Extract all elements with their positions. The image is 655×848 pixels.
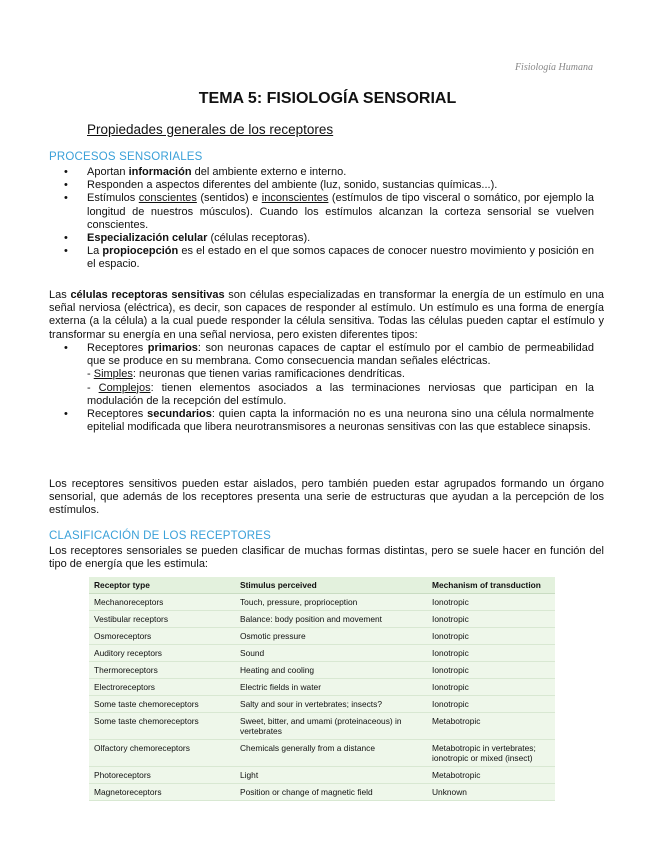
- table-row: Some taste chemoreceptors Salty and sour in vertebrates; insects? Ionotropic: [89, 696, 555, 713]
- table-row: Vestibular receptors Balance: body position and movement Ionotropic: [89, 611, 555, 628]
- list-item: • Receptores primarios: son neuronas capaces de captar el estímulo por el cambio de permeabilidad que se produce en su membrana. Como consecuencia mandan señales eléctricas. - Simples: neuronas que tienen varias ramificaciones dendríticas. - Complejos: tienen elementos asociados a las terminaciones nerviosas que participan en la modulación de la recepción del estímulo.: [49, 342, 594, 408]
- table-header-row: [89, 577, 555, 594]
- receptor-table: [89, 577, 555, 801]
- column-header: Receptor type: [89, 577, 235, 594]
- table-row: Mechanoreceptors Touch, pressure, proprioception Ionotropic: [89, 594, 555, 611]
- table-row: Auditory receptors Sound Ionotropic: [89, 645, 555, 662]
- list-item: • Estímulos conscientes (sentidos) e inconscientes (estímulos de tipo visceral o somático, por ejemplo la longitud de nuestros músculos). Cuando los estímulos alcanzan la corteza sensorial se vuelven conscientes.: [49, 192, 594, 232]
- subtitle: Propiedades generales de los receptores: [87, 122, 334, 137]
- paragraph-celulas: Las células receptoras sensitivas son células especializadas en transformar la energía de un estímulo en una señal nerviosa (eléctrica), es decir, son capaces de responder al estímulo. Un estímulo es una forma de energía externa (a la célula) a la cual puede responder la célula sensitiva. Todas las células pueden captar el estímulo y transformar su energía en una señal nerviosa, pero existen diferentes tipos:: [49, 289, 604, 341]
- list-item: • La propiocepción es el estado en el que somos capaces de conocer nuestro movimiento y posición en el espacio.: [49, 245, 594, 271]
- procesos-list: [49, 166, 594, 272]
- section-heading-clasificacion: CLASIFICACIÓN DE LOS RECEPTORES: [49, 530, 271, 542]
- table-row: Magnetoreceptors Position or change of magnetic field Unknown: [89, 784, 555, 801]
- table-row: Some taste chemoreceptors Sweet, bitter, and umami (proteinaceous) in vertebrates Metabotropic: [89, 713, 555, 740]
- paragraph-clasificacion: Los receptores sensoriales se pueden clasificar de muchas formas distintas, pero se suele hacer en función del tipo de energía que les estimula:: [49, 545, 604, 571]
- sub-item-complejos: - Complejos: tienen elementos asociados a las terminaciones nerviosas que participan en la modulación de la recepción del estímulo.: [87, 381, 594, 407]
- list-item: • Responden a aspectos diferentes del ambiente (luz, sonido, sustancias químicas...).: [49, 179, 594, 192]
- running-header: Fisiología Humana: [514, 62, 593, 73]
- page-title: TEMA 5: FISIOLOGÍA SENSORIAL: [198, 90, 457, 107]
- table-row: Photoreceptors Light Metabotropic: [89, 767, 555, 784]
- table-row: Thermoreceptors Heating and cooling Ionotropic: [89, 662, 555, 679]
- list-item: • Receptores secundarios: quien capta la información no es una neurona sino una célula normalmente epitelial modificada que libera neurotransmisores a neuronas sensitivas con las que establece sinapsis.: [49, 408, 594, 434]
- receptores-list: [49, 342, 594, 434]
- table-row: Electroreceptors Electric fields in water Ionotropic: [89, 679, 555, 696]
- table-row: Olfactory chemoreceptors Chemicals generally from a distance Metabotropic in vertebrates; ionotropic or mixed (insect): [89, 740, 555, 767]
- column-header: Stimulus perceived: [235, 577, 427, 594]
- list-item: • Especialización celular (células receptoras).: [49, 232, 594, 245]
- table-row: Osmoreceptors Osmotic pressure Ionotropic: [89, 628, 555, 645]
- section-heading-procesos: PROCESOS SENSORIALES: [49, 151, 203, 163]
- sub-item-simples: - Simples: neuronas que tienen varias ramificaciones dendríticas.: [87, 368, 405, 381]
- paragraph-organo-sensorial: Los receptores sensitivos pueden estar aislados, pero también pueden estar agrupados formando un órgano sensorial, que además de los receptores presenta una serie de estructuras que ayudan a la percepción de los estímulos.: [49, 478, 604, 517]
- column-header: Mechanism of transduction: [427, 577, 555, 594]
- list-item: • Aportan información del ambiente externo e interno.: [49, 166, 594, 179]
